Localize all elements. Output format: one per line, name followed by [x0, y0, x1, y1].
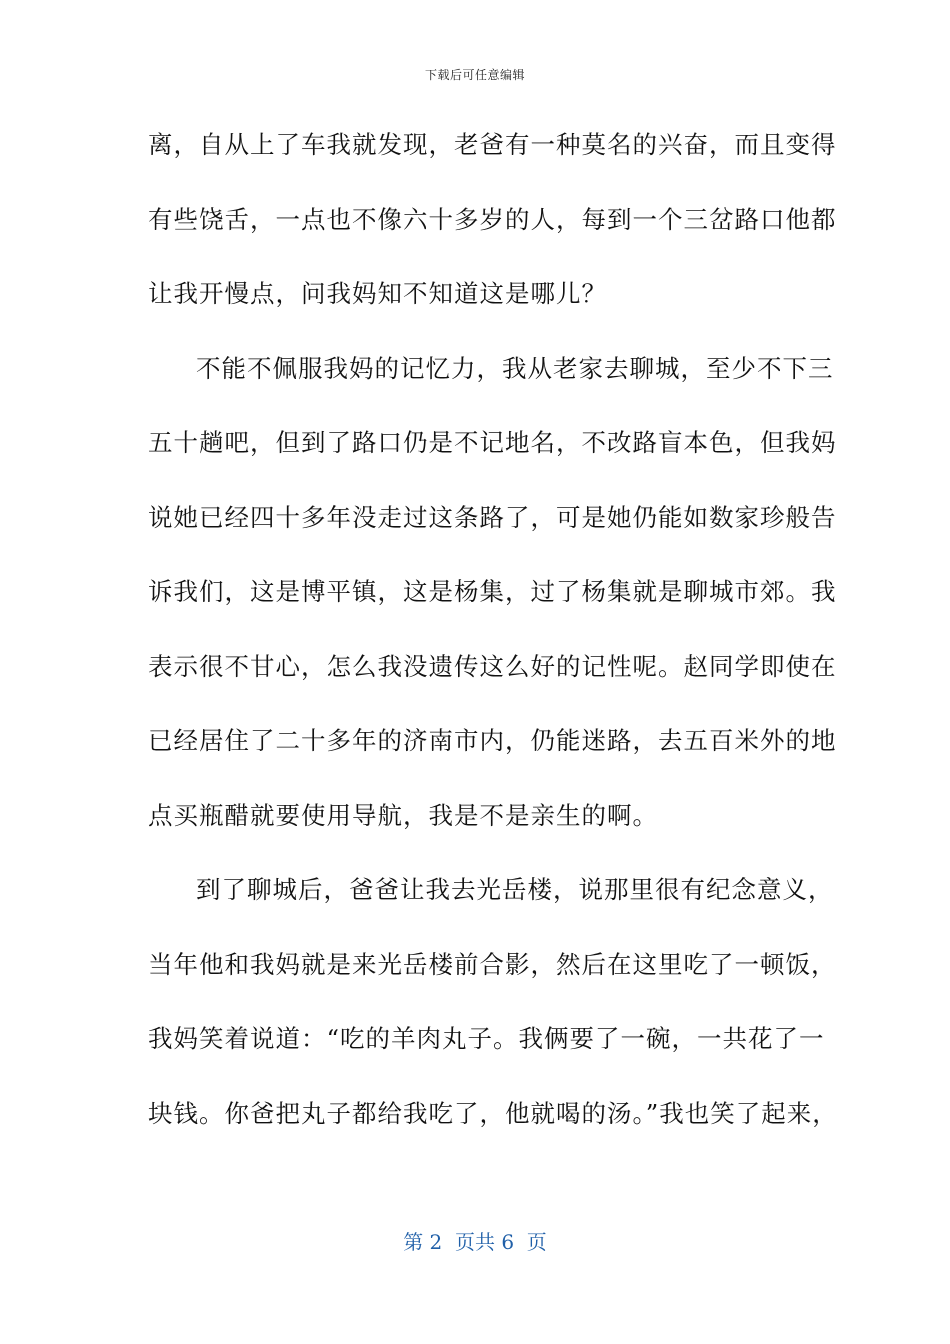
- paragraph-start-line: 到了聊城后，爸爸让我去光岳楼，说那里很有纪念意义，: [196, 875, 834, 904]
- text-line: 五十趟吧，但到了路口仍是不记地名，不改路盲本色，但我妈: [148, 428, 837, 457]
- text-line: 诉我们，这是博平镇，这是杨集，过了杨集就是聊城市郊。我: [148, 577, 837, 606]
- text-line: 我妈笑着说道：“吃的羊肉丸子。我俩要了一碗，一共花了一: [148, 1024, 825, 1053]
- text-line: 说她已经四十多年没走过这条路了，可是她仍能如数家珍般告: [148, 502, 837, 532]
- text-line: 有些饶舌，一点也不像六十多岁的人，每到一个三岔路口他都: [148, 204, 837, 234]
- body-text: [148, 120, 838, 1163]
- page-header: 下载后可任意编辑: [424, 68, 525, 82]
- text-line: 让我开慢点，问我妈知不知道这是哪儿？: [148, 279, 607, 308]
- page-number-footer: 第 2 页共 6 页: [403, 1230, 547, 1254]
- text-line: 块钱。你爸把丸子都给我吃了，他就喝的汤。”我也笑了起来，: [148, 1098, 838, 1128]
- paragraph-start-line: 不能不佩服我妈的记忆力，我从老家去聊城，至少不下三: [196, 353, 834, 383]
- text-line: 当年他和我妈就是来光岳楼前合影，然后在这里吃了一顿饭，: [148, 949, 837, 979]
- text-line: 点买瓶醋就要使用导航，我是不是亲生的啊。: [148, 800, 658, 830]
- text-line: 表示很不甘心，怎么我没遗传这么好的记性呢。赵同学即使在: [148, 651, 837, 681]
- text-line: 离，自从上了车我就发现，老爸有一种莫名的兴奋，而且变得: [148, 130, 837, 159]
- text-line: 已经居住了二十多年的济南市内，仍能迷路，去五百米外的地: [148, 726, 837, 755]
